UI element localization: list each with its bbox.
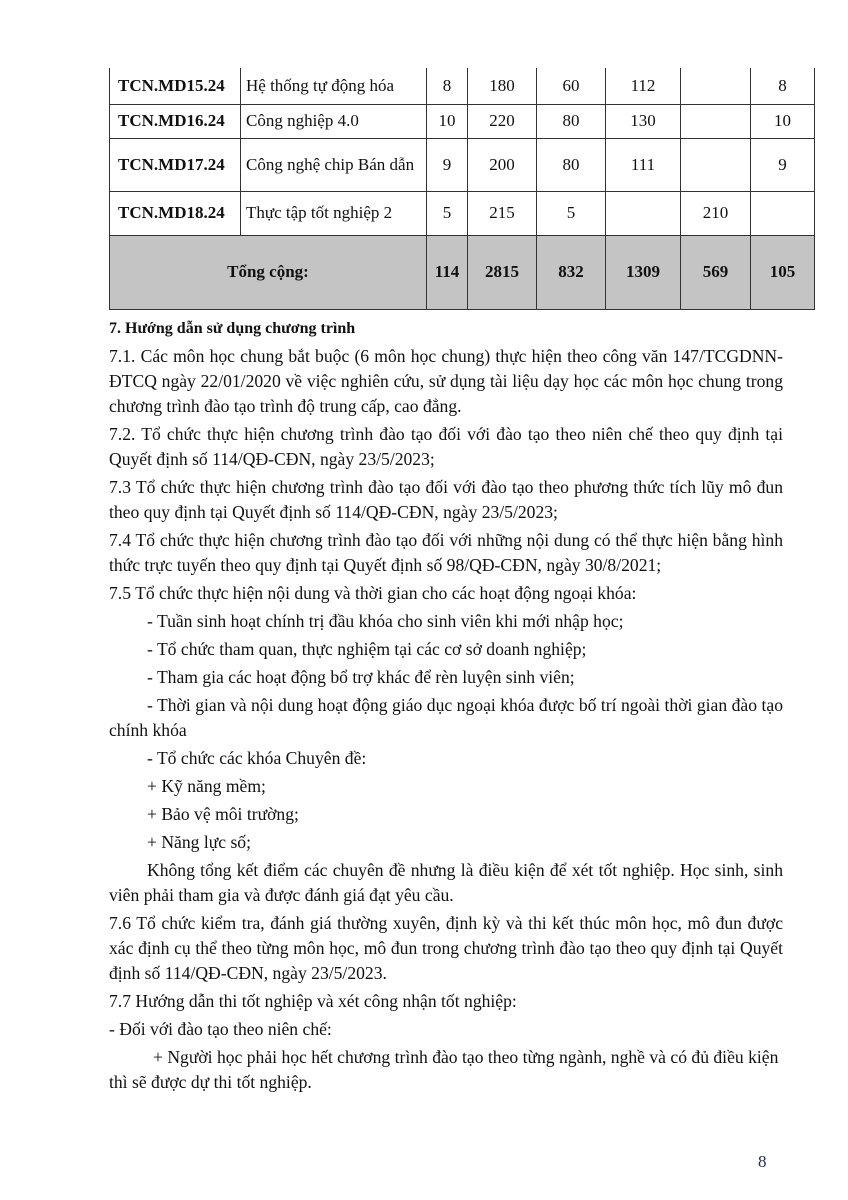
list-item: - Thời gian và nội dung hoạt động giáo dục ngoại khóa được bố trí ngoài thời gian đào tạo chính khóa [109,695,783,740]
section-heading: 7. Hướng dẫn sử dụng chương trình [109,320,356,337]
practice-cell: 111 [606,138,681,191]
list-item: - Tổ chức các khóa Chuyên đề: [147,748,367,768]
total-credits: 114 [427,235,468,309]
total-exam: 105 [751,235,815,309]
module-name: Hệ thống tự động hóa [241,68,427,104]
internship-cell: 210 [681,191,751,235]
list-item: - Tổ chức tham quan, thực nghiệm tại các cơ sở doanh nghiệp; [147,639,587,659]
module-code: TCN.MD16.24 [110,104,241,138]
paragraph-7-7-item: + Người học phải học hết chương trình đào tạo theo từng ngành, nghề và có đủ điều kiện thì sẽ được dự thi tốt nghiệp. [109,1047,779,1092]
curriculum-table [109,68,815,310]
credits-cell: 10 [427,104,468,138]
practice-cell: 112 [606,68,681,104]
paragraph-7-1: 7.1. Các môn học chung bắt buộc (6 môn học chung) thực hiện theo công văn 147/TCGDNN-ĐTCQ ngày 22/01/2020 về việc nghiên cứu, sử dụng tài liệu dạy học các môn học chung trong chương trình đào tạo trình độ trung cấp, cao đẳng. [109,346,783,416]
total-hours-cell: 180 [468,68,537,104]
total-hours-cell: 200 [468,138,537,191]
total-hours: 2815 [468,235,537,309]
total-hours-cell: 215 [468,191,537,235]
paragraph-7-2: 7.2. Tổ chức thực hiện chương trình đào tạo đối với đào tạo theo niên chế theo quy định tại Quyết định số 114/QĐ-CĐN, ngày 23/5/2023; [109,424,783,469]
exam-cell: 8 [751,68,815,104]
table-row [110,138,815,191]
credits-cell: 8 [427,68,468,104]
table-row [110,191,815,235]
total-label: Tổng cộng: [110,235,427,309]
table-row [110,68,815,104]
exam-cell: 10 [751,104,815,138]
theory-cell: 5 [537,191,606,235]
theory-cell: 80 [537,138,606,191]
internship-cell [681,138,751,191]
total-hours-cell: 220 [468,104,537,138]
paragraph-7-5: 7.5 Tổ chức thực hiện nội dung và thời gian cho các hoạt động ngoại khóa: [109,583,637,603]
paragraph-7-7-sub: - Đối với đào tạo theo niên chế: [109,1019,332,1039]
total-theory: 832 [537,235,606,309]
module-name: Thực tập tốt nghiệp 2 [241,191,427,235]
paragraph-7-6: 7.6 Tổ chức kiểm tra, đánh giá thường xuyên, định kỳ và thi kết thúc môn học, mô đun được xác định cụ thể theo từng môn học, mô đun trong chương trình đào tạo theo quy định tại Quyết định số 114/QĐ-CĐN, ngày 23/5/2023. [109,913,783,983]
module-name: Công nghệ chip Bán dẫn [241,138,427,191]
paragraph-7-5-note: Không tổng kết điểm các chuyên đề nhưng là điều kiện để xét tốt nghiệp. Học sinh, sinh viên phải tham gia và được đánh giá đạt yêu cầu. [109,860,783,905]
practice-cell: 130 [606,104,681,138]
table-row [110,104,815,138]
topic-item: + Năng lực số; [147,832,251,852]
module-name: Công nghiệp 4.0 [241,104,427,138]
paragraph-7-7: 7.7 Hướng dẫn thi tốt nghiệp và xét công nhận tốt nghiệp: [109,991,517,1011]
topic-item: + Bảo vệ môi trường; [147,804,299,824]
paragraph-7-3: 7.3 Tổ chức thực hiện chương trình đào tạo đối với đào tạo theo phương thức tích lũy mô đun theo quy định tại Quyết định số 114/QĐ-CĐN, ngày 23/5/2023; [109,477,783,522]
credits-cell: 9 [427,138,468,191]
table-total-row [110,235,815,309]
module-code: TCN.MD17.24 [110,138,241,191]
paragraph-7-4: 7.4 Tổ chức thực hiện chương trình đào tạo đối với những nội dung có thể thực hiện bằng hình thức trực tuyến theo quy định tại Quyết định số 98/QĐ-CĐN, ngày 30/8/2021; [109,530,783,575]
section-body [109,316,783,1098]
internship-cell [681,68,751,104]
practice-cell [606,191,681,235]
total-internship: 569 [681,235,751,309]
exam-cell: 9 [751,138,815,191]
theory-cell: 80 [537,104,606,138]
topic-item: + Kỹ năng mềm; [147,776,266,796]
internship-cell [681,104,751,138]
list-item: - Tuần sinh hoạt chính trị đầu khóa cho sinh viên khi mới nhập học; [147,611,624,631]
list-item: - Tham gia các hoạt động bổ trợ khác để rèn luyện sinh viên; [147,667,575,687]
exam-cell [751,191,815,235]
module-code: TCN.MD15.24 [110,68,241,104]
total-practice: 1309 [606,235,681,309]
page-number: 8 [758,1152,767,1171]
theory-cell: 60 [537,68,606,104]
module-code: TCN.MD18.24 [110,191,241,235]
credits-cell: 5 [427,191,468,235]
